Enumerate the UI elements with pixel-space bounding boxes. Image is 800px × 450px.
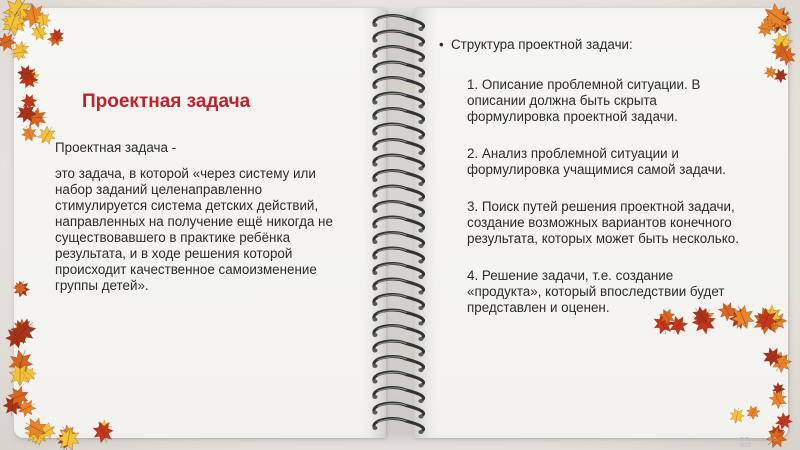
spiral-binding-icon — [366, 0, 436, 450]
definition-text: это задача, в которой «через систему или набор заданий целенаправленно стимулируется система детских действий, направленных на получение ещё никогда не существовавшего в практике ребёнка результата, и в ходе решения которой происходит качественное самоизменение группы детей». — [55, 166, 333, 293]
slide-title: Проектная задача — [82, 91, 251, 112]
structure-step: 2. Анализ проблемной ситуации и формулировка учащимися самой задачи. — [467, 146, 726, 177]
structure-heading — [439, 37, 751, 53]
autumn-leaves-icon — [0, 0, 90, 150]
structure-step: 4. Решение задачи, т.е. создание «продукта», который впоследствии будет представлен и оценен. — [467, 268, 725, 315]
structure-step: 3. Поиск путей решения проектной задачи, создание возможных вариантов конечного результата, которых может быть несколько. — [467, 199, 739, 246]
structure-step: 1. Описание проблемной ситуации. В описании должна быть скрыта формулировка проектной задачи. — [467, 77, 701, 124]
bullet-icon: • — [439, 37, 444, 52]
structure-block — [439, 37, 751, 316]
definition-block — [55, 140, 340, 294]
copyright-note — [740, 437, 778, 449]
autumn-leaves-icon — [0, 270, 130, 450]
definition-lead: Проектная задача - — [55, 140, 177, 155]
structure-heading-text: Структура проектной задачи: — [451, 37, 633, 52]
copyright-year: 2016 — [740, 443, 752, 449]
copyright-author: © Потапова В.В. — [740, 437, 779, 443]
